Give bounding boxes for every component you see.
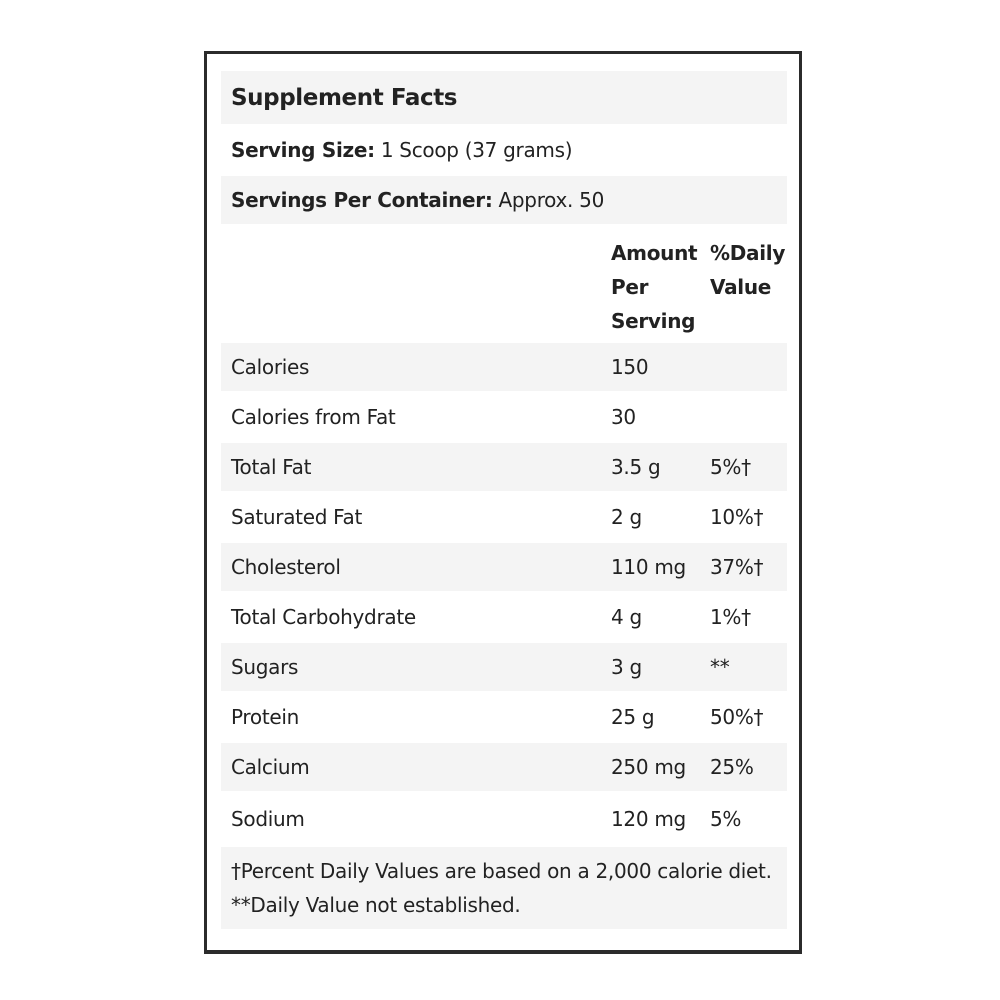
supplement-facts-table xyxy=(221,71,787,931)
nutrient-daily-value: 25% xyxy=(710,755,754,779)
serving-size-value: 1 Scoop (37 grams) xyxy=(380,138,573,162)
nutrient-name: Protein xyxy=(231,705,300,729)
nutrient-daily-value: 10%† xyxy=(710,505,764,529)
nutrient-name: Cholesterol xyxy=(231,555,341,579)
supplement-facts-frame xyxy=(204,51,802,954)
footnote-daily-values: †Percent Daily Values are based on a 2,000 calorie diet. xyxy=(231,859,772,883)
nutrient-daily-value: 1%† xyxy=(710,605,751,629)
column-header-row xyxy=(221,226,787,343)
column-header-daily-line: Value xyxy=(710,275,772,299)
column-header-daily-value xyxy=(710,236,785,304)
nutrient-amount: 150 xyxy=(611,355,649,379)
table-row xyxy=(221,393,787,443)
nutrient-name: Total Fat xyxy=(231,455,312,479)
table-row xyxy=(221,443,787,493)
nutrient-amount: 30 xyxy=(611,405,636,429)
nutrient-amount: 25 g xyxy=(611,705,655,729)
table-title: Supplement Facts xyxy=(221,71,787,126)
nutrient-amount: 3 g xyxy=(611,655,642,679)
footnote-not-established: **Daily Value not established. xyxy=(231,893,521,917)
nutrient-name: Sugars xyxy=(231,655,299,679)
nutrient-daily-value: 5% xyxy=(710,807,742,831)
column-header-amount-line: Amount xyxy=(611,241,698,265)
nutrient-name: Calories xyxy=(231,355,310,379)
nutrient-name: Calcium xyxy=(231,755,310,779)
nutrient-daily-value: 5%† xyxy=(710,455,751,479)
nutrient-amount: 120 mg xyxy=(611,807,686,831)
table-row xyxy=(221,643,787,693)
table-row xyxy=(221,543,787,593)
servings-per-container-row xyxy=(221,176,787,226)
nutrient-daily-value: 37%† xyxy=(710,555,764,579)
nutrient-amount: 250 mg xyxy=(611,755,686,779)
footnotes xyxy=(221,847,787,931)
serving-size-label: Serving Size: xyxy=(231,138,375,162)
nutrient-name: Total Carbohydrate xyxy=(231,605,416,629)
nutrient-name: Saturated Fat xyxy=(231,505,363,529)
serving-size-row xyxy=(221,126,787,176)
column-header-amount xyxy=(611,236,710,338)
table-row xyxy=(221,793,787,847)
nutrient-name: Calories from Fat xyxy=(231,405,396,429)
table-row xyxy=(221,693,787,743)
nutrient-daily-value: ** xyxy=(710,655,730,679)
column-header-daily-line: %Daily xyxy=(710,241,786,265)
nutrient-amount: 3.5 g xyxy=(611,455,661,479)
table-row xyxy=(221,493,787,543)
column-header-amount-line: Serving xyxy=(611,309,696,333)
nutrient-amount: 2 g xyxy=(611,505,642,529)
nutrient-amount: 4 g xyxy=(611,605,642,629)
table-row xyxy=(221,343,787,393)
nutrient-daily-value: 50%† xyxy=(710,705,764,729)
nutrient-amount: 110 mg xyxy=(611,555,686,579)
table-row xyxy=(221,593,787,643)
servings-per-container-label: Servings Per Container: xyxy=(231,188,493,212)
nutrient-name: Sodium xyxy=(231,807,305,831)
column-header-amount-line: Per xyxy=(611,275,649,299)
table-row xyxy=(221,743,787,793)
servings-per-container-value: Approx. 50 xyxy=(498,188,605,212)
